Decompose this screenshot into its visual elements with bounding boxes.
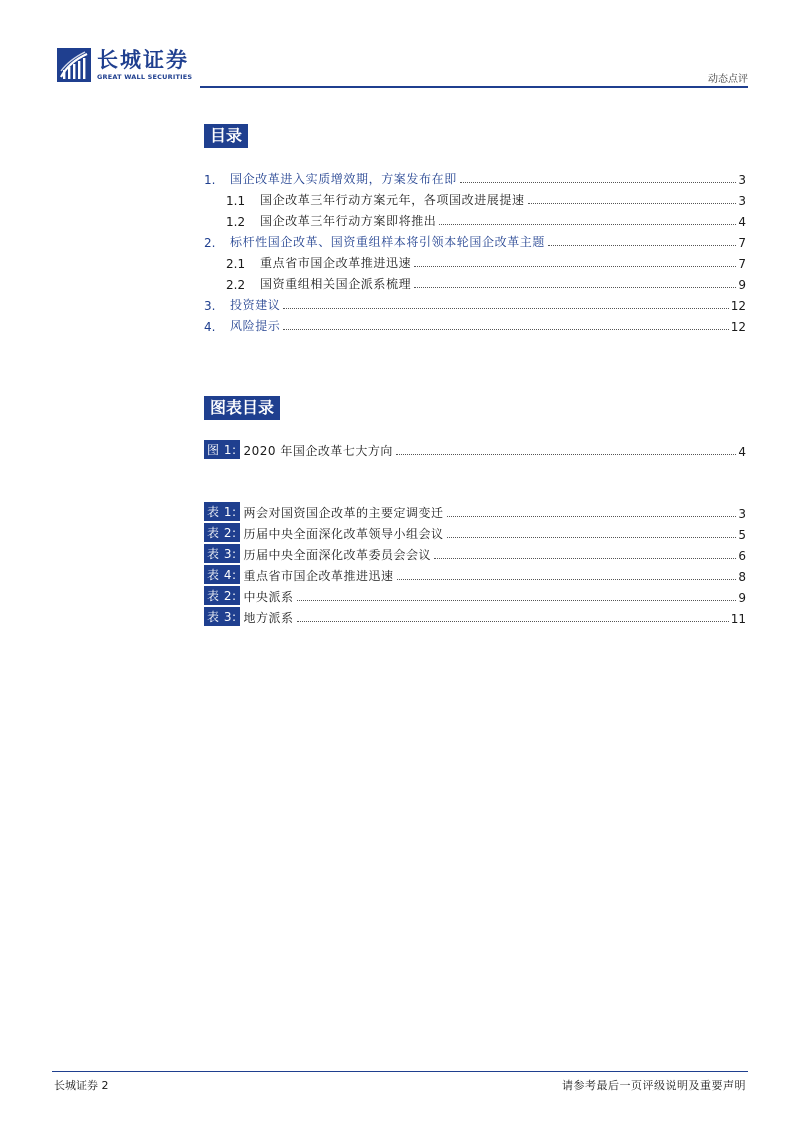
toc-entry-page: 12	[730, 299, 746, 313]
toc-entry-title: 标杆性国企改革、国资重组样本将引领本轮国企改革主题	[230, 235, 546, 249]
dot-leader	[439, 224, 736, 225]
entry-page: 8	[738, 570, 746, 584]
logo-name-en: GREAT WALL SECURITIES	[97, 73, 193, 81]
toc-entry[interactable]	[204, 292, 746, 313]
toc-entry[interactable]	[204, 166, 746, 187]
toc-entry-number: 4.	[204, 320, 216, 334]
entry-page: 11	[730, 612, 746, 626]
entry-label: 表 3:	[204, 544, 240, 563]
dot-leader	[548, 245, 736, 246]
toc-entry-title: 国资重组相关国企派系梳理	[260, 277, 412, 291]
table-entry[interactable]	[204, 542, 746, 563]
toc-entry-number: 2.2	[226, 278, 246, 292]
toc-entry[interactable]	[204, 208, 746, 229]
table-entry[interactable]	[204, 584, 746, 605]
toc-entry-title: 国企改革进入实质增效期，方案发布在即	[230, 172, 457, 186]
dot-leader	[414, 287, 736, 288]
entry-label: 表 1:	[204, 502, 240, 521]
toc-entry[interactable]	[204, 187, 746, 208]
toc-entry-title: 国企改革三年行动方案元年，各项国改进展提速	[260, 193, 525, 207]
toc-entry-page: 7	[738, 236, 746, 250]
footer-company-page: 长城证券 2	[54, 1079, 109, 1092]
toc-entry[interactable]	[204, 250, 746, 271]
table-list	[204, 500, 746, 626]
entry-title: 历届中央全面深化改革委员会会议	[243, 548, 432, 562]
table-entry[interactable]	[204, 521, 746, 542]
toc-entry-number: 1.	[204, 173, 216, 187]
toc-entry-number: 1.2	[226, 215, 246, 229]
dot-leader	[396, 454, 737, 455]
header-divider	[200, 86, 748, 88]
toc-title: 目录	[204, 124, 248, 148]
entry-label: 图 1:	[204, 440, 240, 459]
entry-title: 历届中央全面深化改革领导小组会议	[243, 527, 444, 541]
great-wall-logo-icon	[57, 48, 91, 82]
charts-toc-title: 图表目录	[204, 396, 280, 420]
toc-entry[interactable]	[204, 229, 746, 250]
entry-title: 2020 年国企改革七大方向	[243, 444, 393, 458]
dot-leader	[397, 579, 737, 580]
toc-entry-title: 国企改革三年行动方案即将推出	[260, 214, 437, 228]
figure-entry[interactable]	[204, 438, 746, 459]
dot-leader	[297, 600, 737, 601]
entry-label: 表 2:	[204, 523, 240, 542]
dot-leader	[434, 558, 736, 559]
document-type-label: 动态点评	[708, 74, 748, 85]
toc-entry-title: 投资建议	[230, 298, 281, 312]
entry-title: 两会对国资国企改革的主要定调变迁	[243, 506, 444, 520]
toc-entry-number: 2.1	[226, 257, 246, 271]
toc-entry-page: 3	[738, 194, 746, 208]
footer-divider	[52, 1071, 748, 1072]
toc-entry-page: 9	[738, 278, 746, 292]
toc-entry-title: 风险提示	[230, 319, 281, 333]
figure-list	[204, 438, 746, 459]
dot-leader	[460, 182, 737, 183]
toc-entry-number: 2.	[204, 236, 216, 250]
toc-entry[interactable]	[204, 271, 746, 292]
entry-title: 重点省市国企改革推进迅速	[243, 569, 394, 583]
toc-entry[interactable]	[204, 313, 746, 334]
table-entry[interactable]	[204, 605, 746, 626]
toc-entry-page: 4	[738, 215, 746, 229]
entry-title: 地方派系	[243, 611, 294, 625]
entry-title: 中央派系	[243, 590, 294, 604]
table-entry[interactable]	[204, 563, 746, 584]
dot-leader	[297, 621, 729, 622]
toc-entry-number: 1.1	[226, 194, 246, 208]
company-logo	[57, 48, 192, 82]
toc-entry-page: 12	[730, 320, 746, 334]
toc-entry-page: 3	[738, 173, 746, 187]
dot-leader	[447, 516, 737, 517]
dot-leader	[283, 329, 728, 330]
logo-text	[97, 49, 192, 81]
entry-page: 3	[738, 507, 746, 521]
entry-page: 6	[738, 549, 746, 563]
entry-label: 表 2:	[204, 586, 240, 605]
toc-entry-title: 重点省市国企改革推进迅速	[260, 256, 412, 270]
entry-page: 4	[738, 445, 746, 459]
toc-entry-number: 3.	[204, 299, 216, 313]
toc-entry-page: 7	[738, 257, 746, 271]
logo-name-cn: 长城证券	[97, 48, 189, 72]
dot-leader	[283, 308, 728, 309]
entry-label: 表 3:	[204, 607, 240, 626]
table-entry[interactable]	[204, 500, 746, 521]
footer-disclaimer: 请参考最后一页评级说明及重要声明	[562, 1079, 746, 1092]
entry-page: 9	[738, 591, 746, 605]
dot-leader	[414, 266, 736, 267]
dot-leader	[447, 537, 737, 538]
entry-page: 5	[738, 528, 746, 542]
toc-list	[204, 166, 746, 334]
dot-leader	[528, 203, 737, 204]
entry-label: 表 4:	[204, 565, 240, 584]
